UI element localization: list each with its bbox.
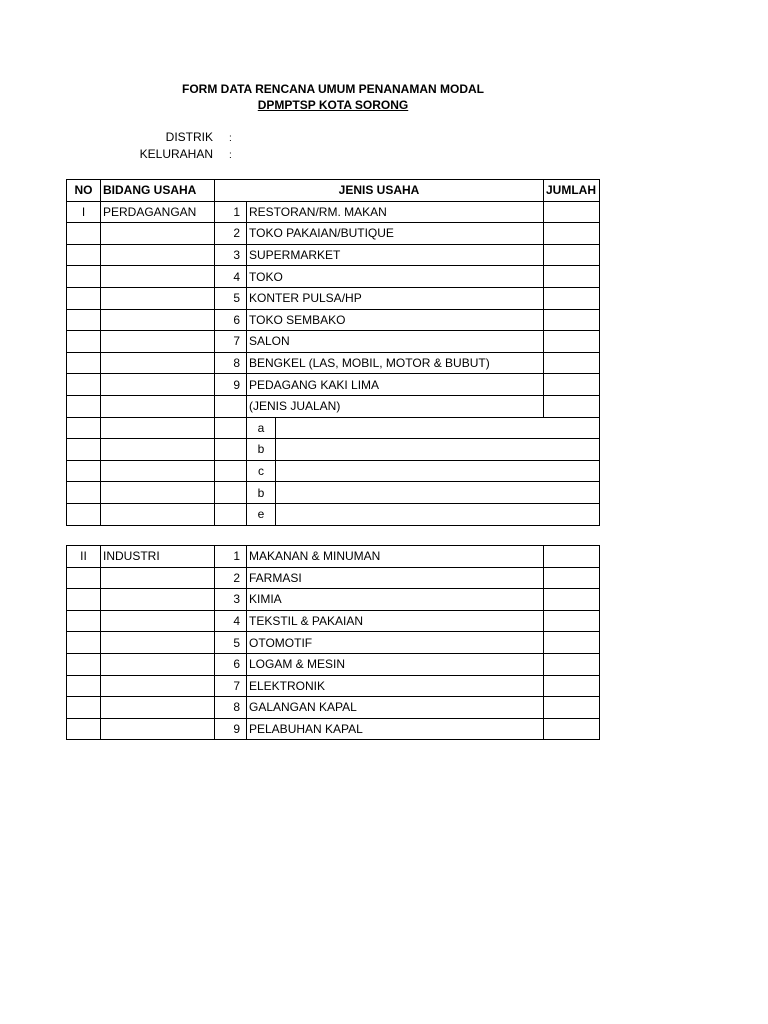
item-number: 4 bbox=[215, 266, 247, 288]
row-no bbox=[67, 632, 101, 654]
row-no bbox=[67, 675, 101, 697]
item-label: RESTORAN/RM. MAKAN bbox=[247, 201, 544, 223]
row-no bbox=[67, 482, 101, 504]
table-row bbox=[67, 589, 600, 611]
row-bidang bbox=[101, 439, 215, 461]
sub-item-letter: b bbox=[247, 439, 276, 461]
item-number: 4 bbox=[215, 610, 247, 632]
item-label: LOGAM & MESIN bbox=[247, 653, 544, 675]
item-label: GALANGAN KAPAL bbox=[247, 697, 544, 719]
table-row bbox=[67, 266, 600, 288]
row-bidang bbox=[101, 653, 215, 675]
sub-item-entry[interactable] bbox=[276, 417, 600, 439]
jumlah-cell[interactable] bbox=[544, 718, 600, 740]
row-no bbox=[67, 697, 101, 719]
table-header-row bbox=[67, 180, 600, 202]
row-bidang bbox=[101, 287, 215, 309]
jumlah-cell[interactable] bbox=[544, 352, 600, 374]
form-title: FORM DATA RENCANA UMUM PENANAMAN MODAL bbox=[182, 82, 484, 96]
row-bidang bbox=[101, 697, 215, 719]
jumlah-cell[interactable] bbox=[544, 610, 600, 632]
row-no bbox=[67, 439, 101, 461]
table-row bbox=[67, 610, 600, 632]
jumlah-cell[interactable] bbox=[544, 266, 600, 288]
item-number: 3 bbox=[215, 589, 247, 611]
row-bidang: PERDAGANGAN bbox=[101, 201, 215, 223]
item-number: 9 bbox=[215, 718, 247, 740]
item-number: 5 bbox=[215, 632, 247, 654]
table-row bbox=[67, 395, 600, 417]
row-bidang bbox=[101, 395, 215, 417]
table-row bbox=[67, 352, 600, 374]
jumlah-cell[interactable] bbox=[544, 567, 600, 589]
item-number bbox=[215, 417, 247, 439]
item-label: PELABUHAN KAPAL bbox=[247, 718, 544, 740]
perdagangan-table bbox=[66, 179, 600, 526]
row-bidang: INDUSTRI bbox=[101, 546, 215, 568]
table-row bbox=[67, 546, 600, 568]
jumlah-cell[interactable] bbox=[544, 309, 600, 331]
item-number: 1 bbox=[215, 201, 247, 223]
item-label: TOKO bbox=[247, 266, 544, 288]
row-bidang bbox=[101, 244, 215, 266]
item-label: PEDAGANG KAKI LIMA bbox=[247, 374, 544, 396]
row-no bbox=[67, 653, 101, 675]
item-label: SUPERMARKET bbox=[247, 244, 544, 266]
item-label: FARMASI bbox=[247, 567, 544, 589]
row-no bbox=[67, 374, 101, 396]
item-number: 2 bbox=[215, 567, 247, 589]
table-row bbox=[67, 244, 600, 266]
header-jumlah: JUMLAH bbox=[544, 180, 600, 202]
sub-item-entry[interactable] bbox=[276, 482, 600, 504]
row-no bbox=[67, 718, 101, 740]
row-bidang bbox=[101, 460, 215, 482]
item-number: 9 bbox=[215, 374, 247, 396]
item-label: TOKO PAKAIAN/BUTIQUE bbox=[247, 223, 544, 245]
jumlah-cell[interactable] bbox=[544, 697, 600, 719]
row-bidang bbox=[101, 374, 215, 396]
item-number bbox=[215, 503, 247, 525]
item-number bbox=[215, 439, 247, 461]
jumlah-cell[interactable] bbox=[544, 653, 600, 675]
item-number: 1 bbox=[215, 546, 247, 568]
row-bidang bbox=[101, 331, 215, 353]
row-bidang bbox=[101, 503, 215, 525]
table-row bbox=[67, 223, 600, 245]
table-row bbox=[67, 567, 600, 589]
table-row bbox=[67, 718, 600, 740]
table-row bbox=[67, 374, 600, 396]
jumlah-cell[interactable] bbox=[544, 675, 600, 697]
row-no bbox=[67, 395, 101, 417]
item-number bbox=[215, 482, 247, 504]
kelurahan-label: KELURAHAN bbox=[139, 147, 213, 161]
row-bidang bbox=[101, 309, 215, 331]
row-no bbox=[67, 309, 101, 331]
row-no bbox=[67, 589, 101, 611]
item-number: 7 bbox=[215, 675, 247, 697]
item-label: MAKANAN & MINUMAN bbox=[247, 546, 544, 568]
item-number: 8 bbox=[215, 352, 247, 374]
item-number: 2 bbox=[215, 223, 247, 245]
header-bidang-usaha: BIDANG USAHA bbox=[101, 180, 215, 202]
row-bidang bbox=[101, 352, 215, 374]
row-bidang bbox=[101, 266, 215, 288]
table-row bbox=[67, 331, 600, 353]
item-number: 7 bbox=[215, 331, 247, 353]
table-row bbox=[67, 201, 600, 223]
row-no bbox=[67, 331, 101, 353]
row-no bbox=[67, 352, 101, 374]
sub-item-letter: e bbox=[247, 503, 276, 525]
row-no: I bbox=[67, 201, 101, 223]
row-bidang bbox=[101, 223, 215, 245]
distrik-label: DISTRIK bbox=[165, 130, 213, 144]
item-label: KIMIA bbox=[247, 589, 544, 611]
table-row bbox=[67, 309, 600, 331]
jumlah-cell[interactable] bbox=[544, 589, 600, 611]
table-row bbox=[67, 697, 600, 719]
row-no bbox=[67, 503, 101, 525]
row-bidang bbox=[101, 589, 215, 611]
row-bidang bbox=[101, 675, 215, 697]
row-no bbox=[67, 417, 101, 439]
jumlah-cell[interactable] bbox=[544, 331, 600, 353]
item-number: 6 bbox=[215, 653, 247, 675]
item-label: TOKO SEMBAKO bbox=[247, 309, 544, 331]
item-label: ELEKTRONIK bbox=[247, 675, 544, 697]
jumlah-cell[interactable] bbox=[544, 374, 600, 396]
table-row bbox=[67, 417, 600, 439]
sub-item-entry[interactable] bbox=[276, 439, 600, 461]
item-number bbox=[215, 460, 247, 482]
item-label: BENGKEL (LAS, MOBIL, MOTOR & BUBUT) bbox=[247, 352, 544, 374]
sub-item-entry[interactable] bbox=[276, 460, 600, 482]
row-no: II bbox=[67, 546, 101, 568]
item-label: KONTER PULSA/HP bbox=[247, 287, 544, 309]
jenis-jualan-label: (JENIS JUALAN) bbox=[247, 395, 544, 417]
row-no bbox=[67, 567, 101, 589]
row-bidang bbox=[101, 632, 215, 654]
row-no bbox=[67, 460, 101, 482]
item-number bbox=[215, 395, 247, 417]
row-no bbox=[67, 223, 101, 245]
table-row bbox=[67, 482, 600, 504]
sub-item-entry[interactable] bbox=[276, 503, 600, 525]
jumlah-cell[interactable] bbox=[544, 244, 600, 266]
item-number: 6 bbox=[215, 309, 247, 331]
row-bidang bbox=[101, 482, 215, 504]
sub-item-letter: b bbox=[247, 482, 276, 504]
row-bidang bbox=[101, 567, 215, 589]
sub-item-letter: c bbox=[247, 460, 276, 482]
item-label: TEKSTIL & PAKAIAN bbox=[247, 610, 544, 632]
table-row bbox=[67, 653, 600, 675]
item-label: SALON bbox=[247, 331, 544, 353]
jumlah-cell[interactable] bbox=[544, 395, 600, 417]
row-bidang bbox=[101, 417, 215, 439]
row-no bbox=[67, 287, 101, 309]
kelurahan-colon: : bbox=[229, 150, 232, 161]
row-bidang bbox=[101, 610, 215, 632]
row-no bbox=[67, 610, 101, 632]
row-bidang bbox=[101, 718, 215, 740]
table-row bbox=[67, 632, 600, 654]
table-row bbox=[67, 503, 600, 525]
header-no: NO bbox=[67, 180, 101, 202]
industri-table bbox=[66, 545, 600, 740]
table-row bbox=[67, 287, 600, 309]
item-number: 3 bbox=[215, 244, 247, 266]
item-label: OTOMOTIF bbox=[247, 632, 544, 654]
jumlah-cell[interactable] bbox=[544, 546, 600, 568]
item-number: 8 bbox=[215, 697, 247, 719]
row-no bbox=[67, 244, 101, 266]
header-jenis-usaha: JENIS USAHA bbox=[215, 180, 544, 202]
table-row bbox=[67, 675, 600, 697]
sub-item-letter: a bbox=[247, 417, 276, 439]
jumlah-cell[interactable] bbox=[544, 287, 600, 309]
form-subtitle: DPMPTSP KOTA SORONG bbox=[257, 98, 409, 112]
jumlah-cell[interactable] bbox=[544, 201, 600, 223]
jumlah-cell[interactable] bbox=[544, 632, 600, 654]
distrik-colon: : bbox=[229, 133, 232, 144]
item-number: 5 bbox=[215, 287, 247, 309]
table-row bbox=[67, 460, 600, 482]
table-row bbox=[67, 439, 600, 461]
row-no bbox=[67, 266, 101, 288]
jumlah-cell[interactable] bbox=[544, 223, 600, 245]
